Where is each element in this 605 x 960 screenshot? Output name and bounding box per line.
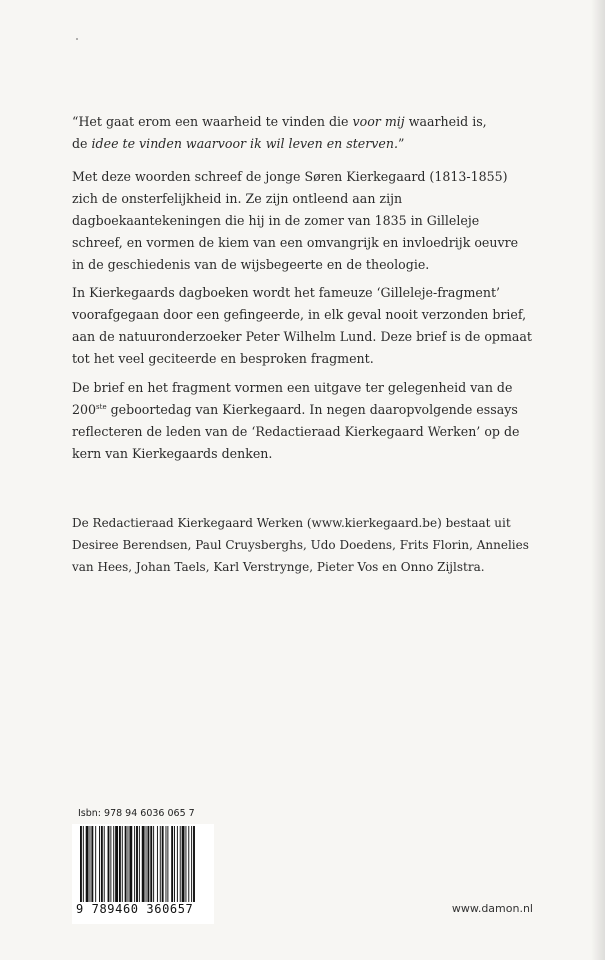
barcode-bar <box>119 826 121 902</box>
barcode-bar <box>150 826 152 902</box>
barcode-bar <box>167 826 168 902</box>
barcode-bar <box>188 826 189 902</box>
quote-line-1: “Het gaat erom een waarheid te vinden die voor mij waarheid is, <box>72 114 487 129</box>
paragraph-1: Met deze woorden schreef de jonge Søren Kierkegaard (1813-1855) zich de onsterfelijkheid in. Ze zijn ontleend aan zijn dagboekaantekeningen die hij in de zomer van 1835 in Gilleleje schreef, en vormen de kiem van een omvangrijk en invloedrijk oeuvre in de geschiedenis van de wijsbegeerte en de theologie. <box>72 169 519 272</box>
barcode-bar <box>136 826 138 902</box>
barcode-bar <box>134 826 135 902</box>
barcode-bar <box>153 826 154 902</box>
page-edge-shadow <box>591 0 605 960</box>
isbn-label: Isbn: 978 94 6036 065 7 <box>78 808 195 819</box>
barcode-bar <box>104 826 105 902</box>
barcode-bar <box>180 826 181 902</box>
barcode-bar <box>166 826 167 902</box>
barcode-bars <box>78 826 208 902</box>
barcode-bar <box>83 826 84 902</box>
barcode-bar <box>108 826 110 902</box>
barcode-bar <box>115 826 118 902</box>
barcode-bar <box>125 826 127 902</box>
barcode-bar <box>171 826 173 902</box>
barcode-bar <box>110 826 111 902</box>
barcode-bar <box>86 826 89 902</box>
barcode-bar <box>160 826 161 902</box>
barcode-bar <box>147 826 149 902</box>
barcode-bar <box>122 826 123 902</box>
barcode-bar <box>157 826 158 902</box>
barcode <box>72 824 214 924</box>
barcode-bar <box>177 826 178 902</box>
barcode-bar <box>185 826 186 902</box>
barcode-bar <box>146 826 147 902</box>
barcode-bar <box>182 826 185 902</box>
barcode-bar <box>95 826 96 902</box>
barcode-digits: 9 789460 360657 <box>76 902 194 916</box>
barcode-bar <box>80 826 82 902</box>
paragraph-2: In Kierkegaards dagboeken wordt het fameuze ‘Gilleleje-fragment’ voorafgegaan door een gefingeerde, in elk geval nooit verzonden brief, aan de natuuronderzoeker Peter Wilhelm Lund. Deze brief is de opmaat tot het veel geciteerde en besproken fragment. <box>72 285 532 366</box>
barcode-bar <box>113 826 114 902</box>
barcode-bar <box>99 826 100 902</box>
barcode-bar <box>101 826 103 902</box>
paragraph-3: De brief en het fragment vormen een uitgave ter gelegenheid van de 200ste geboortedag van Kierkegaard. In negen daaropvolgende essays reflecteren de leden van de ‘Redactieraad Kierkegaard Werken’ op de kern van Kierkegaards denken. <box>72 380 520 461</box>
barcode-bar <box>91 826 93 902</box>
opening-quote <box>72 111 532 155</box>
barcode-bar <box>142 826 145 902</box>
barcode-bar <box>129 826 132 902</box>
barcode-bar <box>162 826 164 902</box>
barcode-bar <box>139 826 140 902</box>
publisher-website: www.damon.nl <box>451 902 533 915</box>
speck <box>76 38 78 40</box>
barcode-bar <box>191 826 192 902</box>
quote-line-2: de idee te vinden waarvoor ik wil leven en sterven.” <box>72 136 405 151</box>
barcode-bar <box>90 826 91 902</box>
barcode-bar <box>128 826 129 902</box>
barcode-bar <box>174 826 175 902</box>
barcode-bar <box>193 826 195 902</box>
editors-note: De Redactieraad Kierkegaard Werken (www.kierkegaard.be) bestaat uit Desiree Berendsen, Paul Cruysberghs, Udo Doedens, Frits Florin, Annelies van Hees, Johan Taels, Karl Verstrynge, Pieter Vos en Onno Zijlstra. <box>72 516 529 574</box>
